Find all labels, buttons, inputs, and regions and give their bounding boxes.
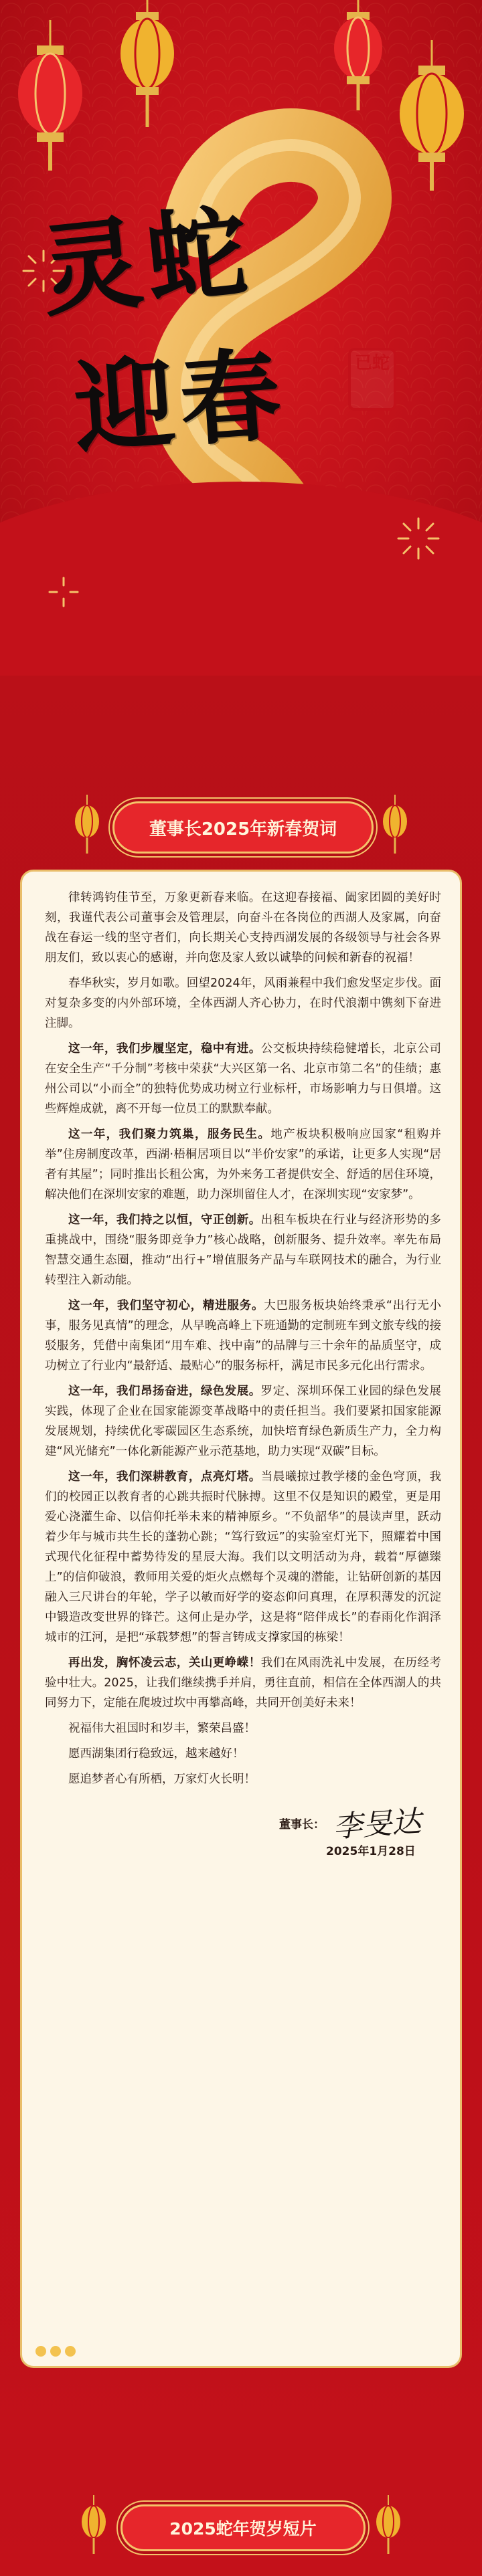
seal-stamp: 已蛇 — [348, 348, 396, 411]
paragraph-lead: 这一年，我们步履坚定，稳中有进。 — [68, 1042, 261, 1056]
letter-date: 2025年1月28日 — [326, 1845, 416, 1858]
lantern-icon — [328, 0, 388, 114]
hero-section — [0, 0, 482, 676]
letter-card — [20, 870, 462, 2368]
paragraph-text: 当晨曦掠过教学楼的金色穹顶，我们的校园正以教育者的心跳共振时代脉搏。这里不仅是知识的殿堂，更是用爱心浇灌生命、以信仰托举未来的精神原乡。“不负韶华”的晨读声里，跃动着少年与城市共生长的蓬勃心跳；“笃行致远”的实验室灯光下，照耀着中国式现代化征程中蓄势待发的星辰大海。我们以文明活动为舟，载着“厚德臻上”的信仰破浪，教师用关爱的炬火点燃每个灵魂的潜能，让钻研创新的基因融入三尺讲台的年轮，学子以敏而好学的姿态仰问真理，在厚积薄发的沉淀中锻造改变世界的锋芒。这何止是办学，这是将“陪伴成长”的春雨化作润泽城市的江河，是把“承载梦想”的誓言铸成支撑家国的栋梁！ — [45, 1470, 442, 1644]
letter-paragraph — [45, 1653, 441, 1713]
letter-paragraph — [45, 888, 441, 968]
paragraph-text: 愿西湖集团行稳致远，越来越好！ — [68, 1747, 244, 1761]
paragraph-lead: 这一年，我们深耕教育，点亮灯塔。 — [68, 1470, 261, 1484]
letter-paragraph — [45, 1124, 441, 1205]
paragraph-text: 愿追梦者心有所栖，万家灯火长明！ — [68, 1773, 256, 1786]
hero-title-line2: 迎春 — [70, 336, 290, 468]
letter-paragraph — [45, 1039, 441, 1119]
paragraph-lead: 这一年，我们坚守初心，精进服务。 — [68, 1299, 264, 1312]
banner-title: 董事长2025年新春贺词 — [149, 819, 337, 839]
letter-body — [45, 888, 441, 1795]
video-button-label: 2025蛇年贺岁短片 — [169, 2519, 317, 2539]
decorative-dots — [35, 2346, 76, 2357]
paragraph-text: 公交板块持续稳健增长，北京公司在安全生产“千分制”考核中荣获“大兴区第一名、北京市第二名”的佳绩；惠州公司以“小而全”的独特优势成功树立行业标杆，市场影响力与日俱增。这些辉煌成就，离不开每一位员工的默默奉献。 — [45, 1042, 442, 1116]
firework-icon — [395, 515, 442, 562]
letter-paragraph — [45, 1769, 441, 1789]
paragraph-text: 地产板块积极响应国家“租购并举”住房制度改革，西湖·梧桐居项目以“半价安家”的承诺，让更多人实现“居者有其屋”；同时推出长租公寓，为外来务工者提供安全、舒适的居住环境，解决他们在深圳安家的难题，助力深圳留住人才，在深圳实现“安家梦”。 — [45, 1128, 441, 1201]
firework-icon — [47, 575, 80, 609]
paragraph-lead: 再出发，胸怀凌云志，关山更峥嵘！ — [68, 1656, 261, 1670]
video-button[interactable] — [120, 2504, 366, 2551]
letter-paragraph — [45, 1744, 441, 1764]
paragraph-text: 春华秋实，岁月如歌。回望2024年，风雨兼程中我们愈发坚定步伐。面对复杂多变的内外部环境，全体西湖人齐心协力，在时代浪潮中镌刻下奋进注脚。 — [45, 977, 441, 1030]
letter-paragraph — [45, 1467, 441, 1648]
lantern-icon — [74, 795, 100, 855]
hero-title-line1: 灵蛇 — [35, 191, 258, 331]
signature: 李旻达 — [331, 1804, 422, 1845]
paragraph-text: 祝福伟大祖国时和岁丰，繁荣昌盛！ — [68, 1722, 256, 1735]
paragraph-text: 我们在风雨洗礼中发展，在历经考验中壮大。2025，让我们继续携手并肩，勇往直前，相信在全体西湖人的共同努力下，定能在爬坡过坎中再攀高峰，共同开创美好未来！ — [45, 1656, 442, 1710]
letter-paragraph — [45, 973, 441, 1033]
lantern-icon — [395, 40, 469, 194]
letter-paragraph — [45, 1210, 441, 1290]
lantern-icon — [117, 0, 177, 134]
letter-paragraph — [45, 1718, 441, 1739]
paragraph-text: 律转鸿钧佳节至，万象更新春来临。在这迎春接福、阖家团圆的美好时刻，我谨代表公司董事会及管理层，向奋斗在各岗位的西湖人及家属，向奋战在春运一线的坚守者们，向长期关心支持西湖发展的各级领导与社会各界朋友们，致以衷心的感谢，并向您及家人致以诚挚的问候和新春的祝福！ — [45, 891, 441, 965]
paragraph-text: 罗定、深圳环保工业园的绿色发展实践，体现了企业在国家能源变革战略中的责任担当。我们要紧扣国家能源发展规划，持续优化零碳园区生态系统，加快培育绿色新质生产力，全力构建“风光储充”一体化新能源产业示范基地，助力实现“双碳”目标。 — [45, 1385, 442, 1458]
section-banner — [112, 801, 374, 854]
lantern-icon — [382, 795, 408, 855]
signatory-label: 董事长： — [279, 1818, 325, 1831]
paragraph-lead: 这一年，我们聚力筑巢，服务民生。 — [68, 1128, 271, 1141]
lantern-icon — [375, 2495, 402, 2555]
paragraph-lead: 这一年，我们持之以恒，守正创新。 — [68, 1213, 261, 1227]
paragraph-text: 大巴服务板块始终秉承“出行无小事，服务见真情”的理念，从早晚高峰上下班通勤的定制班车到文旅专线的接驳服务，凭借中南集团“用车难、找中南”的品牌与三十余年的品质坚守，成功树立了行业内“最舒适、最贴心”的服务标杆，满足市民多元化出行需求。 — [45, 1299, 441, 1373]
lantern-icon — [13, 20, 87, 174]
paragraph-text: 出租车板块在行业与经济形势的多重挑战中，围绕“服务即竞争力”核心战略，创新服务、提升效率。率先布局智慧交通生态圈，推动“出行+”增值服务产品与车联网技术的融合，为行业转型注入新动能。 — [45, 1213, 442, 1287]
lantern-icon — [80, 2495, 107, 2555]
paragraph-lead: 这一年，我们昂扬奋进，绿色发展。 — [68, 1385, 261, 1398]
letter-paragraph — [45, 1296, 441, 1376]
letter-paragraph — [45, 1381, 441, 1462]
